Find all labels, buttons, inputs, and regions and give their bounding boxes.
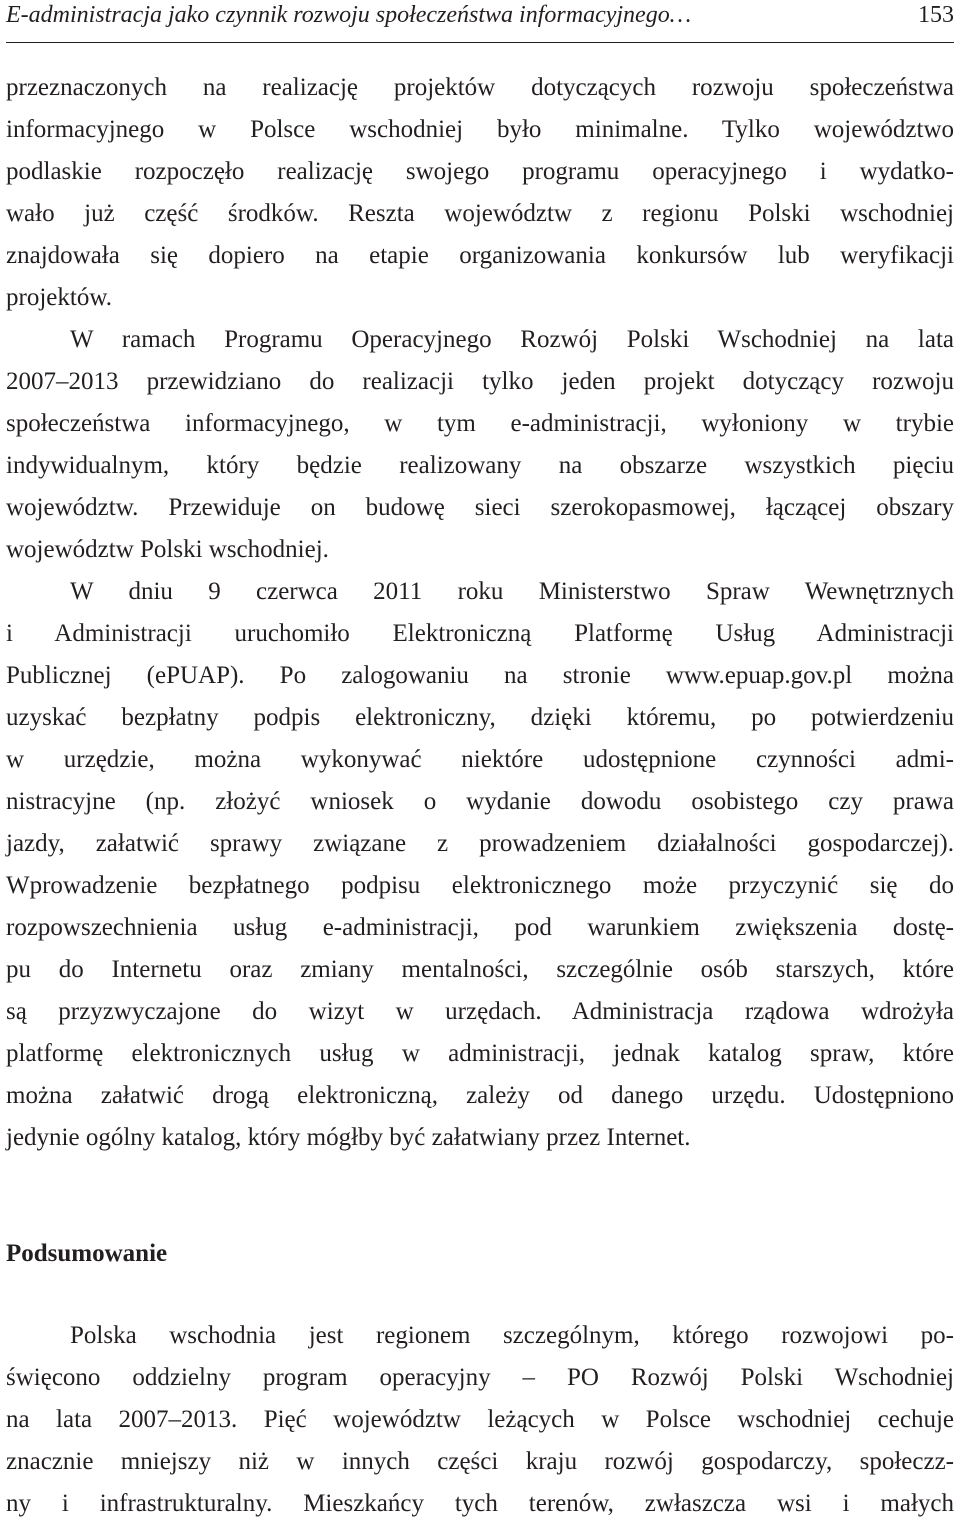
text-line: jedynie ogólny katalog, który mógłby być załatwiany przez Internet. (6, 1124, 691, 1151)
text-line: projektów. (6, 284, 112, 311)
text-line: pu do Internetu oraz zmiany mentalności, szczególnie osób starszych, które (6, 956, 954, 983)
text-line: W dniu 9 czerwca 2011 roku Ministerstwo Spraw Wewnętrznych (70, 578, 954, 605)
text-line: są przyzwyczajone do wizyt w urzędach. Administracja rządowa wdrożyła (6, 998, 954, 1025)
text-line: 2007–2013 przewidziano do realizacji tylko jeden projekt dotyczący rozwoju (6, 368, 954, 395)
text-line: społeczeństwa informacyjnego, w tym e-administracji, wyłoniony w trybie (6, 410, 954, 437)
text-line: W ramach Programu Operacyjnego Rozwój Polski Wschodniej na lata (70, 326, 954, 353)
paragraph (6, 67, 954, 319)
text-line: indywidualnym, który będzie realizowany na obszarze wszystkich pięciu (6, 452, 954, 479)
text-line: Publicznej (ePUAP). Po zalogowaniu na stronie www.epuap.gov.pl można (6, 662, 954, 689)
text-line: znacznie mniejszy niż w innych części kraju rozwój gospodarczy, społeczz- (6, 1448, 954, 1475)
text-line: nistracyjne (np. złożyć wniosek o wydanie dowodu osobistego czy prawa (6, 788, 954, 815)
text-line: wało już część środków. Reszta województw z regionu Polski wschodniej (6, 200, 954, 227)
text-line: województw Polski wschodniej. (6, 536, 329, 563)
running-header (6, 0, 954, 43)
text-line: w urzędzie, można wykonywać niektóre udostępnione czynności admi- (6, 746, 954, 773)
text-line: ny i infrastrukturalny. Mieszkańcy tych terenów, zwłaszcza wsi i małych (6, 1490, 954, 1517)
text-line: informacyjnego w Polsce wschodniej było minimalne. Tylko województwo (6, 116, 954, 143)
paragraph (6, 1315, 954, 1525)
text-line: przeznaczonych na realizację projektów dotyczących rozwoju społeczeństwa (6, 74, 954, 101)
text-line: święcono oddzielny program operacyjny – PO Rozwój Polski Wschodniej (6, 1364, 954, 1391)
body-text (6, 67, 954, 1525)
text-line: uzyskać bezpłatny podpis elektroniczny, dzięki któremu, po potwierdzeniu (6, 704, 954, 731)
text-line: można załatwić drogą elektroniczną, zależy od danego urzędu. Udostępniono (6, 1082, 954, 1109)
text-line: na lata 2007–2013. Pięć województw leżących w Polsce wschodniej cechuje (6, 1406, 954, 1433)
text-line: znajdowała się dopiero na etapie organizowania konkursów lub weryfikacji (6, 242, 954, 269)
text-line: województw. Przewiduje on budowę sieci szerokopasmowej, łączącej obszary (6, 494, 954, 521)
running-title: E-administracja jako czynnik rozwoju społeczeństwa informacyjnego… (6, 2, 692, 28)
text-line: rozpowszechnienia usług e-administracji, pod warunkiem zwiększenia dostę- (6, 914, 954, 941)
text-line: Wprowadzenie bezpłatnego podpisu elektronicznego może przyczynić się do (6, 872, 954, 899)
text-line: i Administracji uruchomiło Elektroniczną Platformę Usług Administracji (6, 620, 954, 647)
paragraph (6, 571, 954, 1159)
page-number: 153 (918, 2, 954, 28)
text-line: Polska wschodnia jest regionem szczególnym, którego rozwojowi po- (70, 1322, 954, 1349)
text-line: podlaskie rozpoczęło realizację swojego programu operacyjnego i wydatko- (6, 158, 954, 185)
text-line: platformę elektronicznych usług w administracji, jednak katalog spraw, które (6, 1040, 954, 1067)
paragraph (6, 319, 954, 571)
section-heading: Podsumowanie (6, 1240, 168, 1267)
text-line: jazdy, załatwić sprawy związane z prowadzeniem działalności gospodarczej). (6, 830, 954, 857)
